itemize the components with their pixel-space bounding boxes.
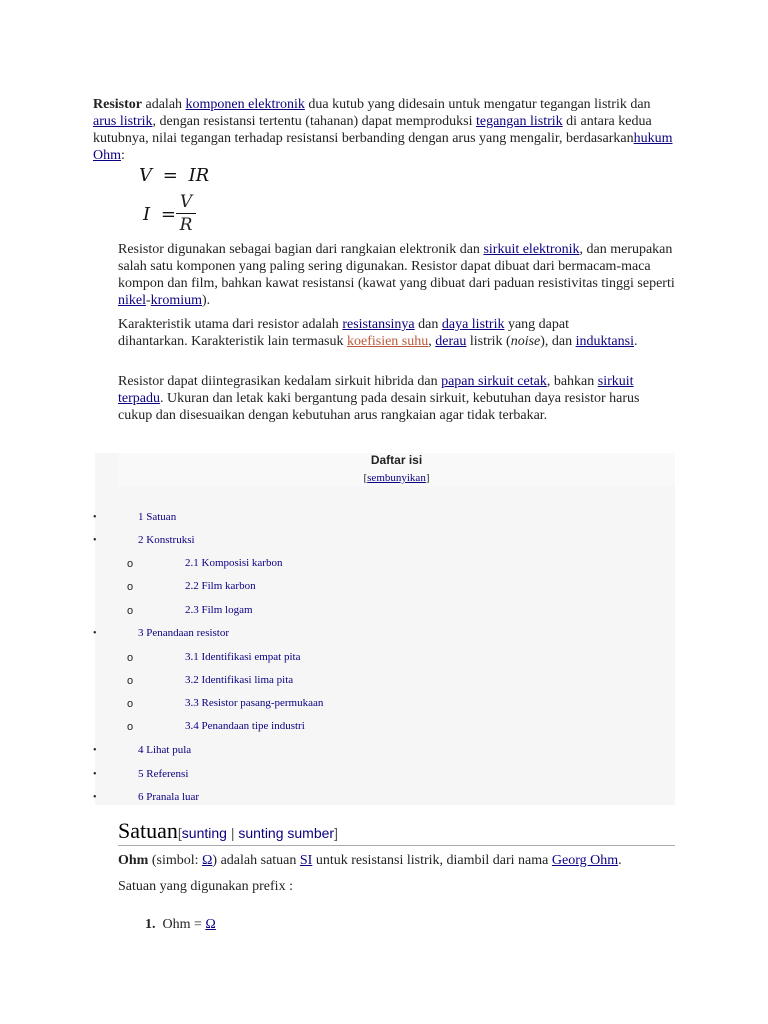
section-title: Satuan: [118, 818, 178, 843]
bracket: ]: [425, 472, 430, 484]
para-text: dan: [414, 317, 442, 332]
para-text: listrik (: [466, 334, 511, 349]
toc-link[interactable]: 5 Referensi: [138, 768, 189, 780]
toc-sub-bullet: o: [127, 652, 134, 664]
toc-item[interactable]: [138, 790, 199, 804]
toc-bullet: •: [93, 628, 97, 639]
para-text: , dan merupakan salah satu komponen yang paling sering digunakan. Resistor dapat dibuat dari bermacam-maca kompon dan film, bahkan kawat resistansi (kawat yang dibuat dari paduan resistivitas tinggi seperti: [118, 242, 675, 291]
link-si[interactable]: SI: [299, 853, 313, 868]
para-text: Resistor digunakan sebagai bagian dari rangkaian elektronik dan: [118, 242, 484, 257]
bracket: [: [177, 825, 182, 841]
edit-source-link[interactable]: sunting sumber: [238, 825, 335, 841]
list-number: 1.: [145, 917, 156, 932]
separator: |: [226, 825, 239, 841]
intro-text: di antara kedua kutubnya, nilai tegangan terhadap resistansi berbanding dengan arus yang mengalir, berdasarkan: [93, 114, 652, 146]
bracket: ]: [334, 825, 338, 841]
para-text: (simbol:: [148, 853, 203, 868]
toc-link[interactable]: 3 Penandaan resistor: [138, 627, 230, 639]
toc-hide-link[interactable]: sembunyikan: [367, 472, 426, 484]
para-text: -: [146, 293, 151, 308]
link-hukum-ohm[interactable]: hukum Ohm: [93, 131, 673, 163]
toc-item[interactable]: [185, 603, 253, 617]
section-divider: [118, 845, 675, 846]
toc-item[interactable]: [185, 719, 305, 733]
toc-link[interactable]: 2.1 Komposisi karbon: [185, 557, 283, 569]
intro-paragraph: [93, 96, 673, 164]
link-georg-ohm[interactable]: Georg Ohm: [551, 853, 619, 868]
toc-hide-toggle: [118, 472, 675, 484]
toc-bullet: •: [93, 535, 97, 546]
edit-link[interactable]: sunting: [181, 825, 227, 841]
toc-item[interactable]: [185, 579, 256, 593]
link-ohm-symbol[interactable]: Ω: [202, 853, 213, 868]
toc-link[interactable]: 3.3 Resistor pasang-permukaan: [185, 697, 324, 709]
toc-link[interactable]: 4 Lihat pula: [138, 744, 192, 756]
link-sirkuit-elektronik[interactable]: sirkuit elektronik: [483, 242, 580, 257]
toc-link[interactable]: 2.3 Film logam: [185, 604, 253, 616]
link-induktansi[interactable]: induktansi: [575, 334, 634, 349]
para-text: , bahkan: [546, 374, 598, 389]
toc-bullet: •: [93, 792, 97, 803]
link-kromium[interactable]: kromium: [150, 293, 203, 308]
para-text: ), dan: [540, 334, 576, 349]
formula-symbol: V: [139, 165, 152, 186]
para-text: .: [618, 853, 622, 868]
link-papan-sirkuit-cetak[interactable]: papan sirkuit cetak: [441, 374, 547, 389]
toc-item[interactable]: [138, 510, 176, 524]
toc-item[interactable]: [138, 743, 191, 757]
toc-sub-bullet: o: [127, 698, 134, 710]
para-italic: noise: [510, 334, 541, 349]
list-text: Ohm =: [162, 917, 206, 932]
toc-header: [118, 453, 675, 486]
link-tegangan-listrik[interactable]: tegangan listrik: [475, 114, 563, 129]
bracket: [: [363, 472, 368, 484]
toc-link[interactable]: 2 Konstruksi: [138, 534, 195, 546]
para-text: ,: [428, 334, 436, 349]
ohm-bold-term: Ohm: [118, 853, 149, 868]
toc-item[interactable]: [185, 696, 323, 710]
link-derau[interactable]: derau: [435, 334, 467, 349]
intro-text: :: [121, 148, 125, 163]
formula-equals: =: [162, 165, 178, 186]
link-resistansinya[interactable]: resistansinya: [342, 317, 415, 332]
toc-item[interactable]: [185, 556, 282, 570]
toc-item[interactable]: [138, 533, 195, 547]
toc-bullet: •: [93, 769, 97, 780]
link-nikel[interactable]: nikel: [118, 293, 146, 308]
toc-sub-bullet: o: [127, 558, 134, 570]
intro-text: dua kutub yang didesain untuk mengatur tegangan listrik dan: [304, 97, 651, 112]
paragraph-integration: [118, 373, 676, 424]
intro-bold-term: Resistor: [93, 97, 142, 112]
list-item: [145, 916, 216, 933]
formula-v-ir: [139, 165, 209, 186]
formula-symbol: IR: [188, 165, 210, 186]
toc-link[interactable]: 6 Pranala luar: [138, 791, 200, 803]
toc-item[interactable]: [185, 673, 293, 687]
para-text: .: [633, 334, 638, 349]
toc-link[interactable]: 3.4 Penandaan tipe industri: [185, 720, 305, 732]
toc-item[interactable]: [138, 767, 188, 781]
paragraph-ohm: [118, 852, 678, 869]
link-koefisien-suhu[interactable]: koefisien suhu: [346, 334, 429, 349]
fraction-bar: [176, 213, 196, 214]
toc-link[interactable]: 2.2 Film karbon: [185, 580, 256, 592]
toc-item[interactable]: [185, 650, 300, 664]
link-arus-listrik[interactable]: arus listrik: [93, 114, 153, 129]
formula-symbol: I: [143, 204, 151, 225]
paragraph-characteristics: [118, 316, 638, 350]
paragraph-prefix: Satuan yang digunakan prefix :: [118, 879, 293, 894]
para-text: . Ukuran dan letak kaki bergantung pada desain sirkuit, kebutuhan daya resistor harus cukup dan disesuaikan dengan kebutuhan arus rangkaian agar tidak terbakar.: [118, 391, 640, 423]
link-sirkuit-terpadu[interactable]: sirkuit terpadu: [118, 374, 634, 406]
toc-bullet: •: [93, 512, 97, 523]
para-text: yang dapat dihantarkan. Karakteristik lain termasuk: [118, 317, 569, 349]
intro-text: , dengan resistansi tertentu (tahanan) dapat memproduksi: [152, 114, 476, 129]
para-text: ).: [202, 293, 211, 308]
link-daya-listrik[interactable]: daya listrik: [441, 317, 505, 332]
link-ohm-unit[interactable]: Ω: [205, 917, 216, 932]
toc-bullet: •: [93, 745, 97, 756]
toc-sub-bullet: o: [127, 721, 134, 733]
para-text: untuk resistansi listrik, diambil dari nama: [312, 853, 552, 868]
section-edit-links: [178, 825, 338, 841]
para-text: Resistor dapat diintegrasikan kedalam sirkuit hibrida dan: [118, 374, 442, 389]
paragraph-usage: [118, 241, 678, 309]
toc-link[interactable]: 3.1 Identifikasi empat pita: [185, 651, 301, 663]
toc-link[interactable]: 3.2 Identifikasi lima pita: [185, 674, 294, 686]
fraction-numerator: V: [179, 192, 193, 212]
toc-title: Daftar isi: [370, 453, 423, 467]
toc-link[interactable]: 1 Satuan: [138, 511, 177, 523]
toc-sub-bullet: o: [127, 605, 134, 617]
para-text: Karakteristik utama dari resistor adalah: [118, 317, 343, 332]
intro-text: adalah: [142, 97, 186, 112]
toc-item[interactable]: [138, 626, 229, 640]
formula-equals: =: [160, 204, 176, 225]
section-heading: [118, 818, 338, 846]
toc-sub-bullet: o: [127, 581, 134, 593]
fraction-denominator: R: [179, 215, 193, 235]
para-text: ) adalah satuan: [212, 853, 300, 868]
toc-sub-bullet: o: [127, 675, 134, 687]
formula-fraction: [176, 192, 196, 235]
link-komponen-elektronik[interactable]: komponen elektronik: [185, 97, 305, 112]
